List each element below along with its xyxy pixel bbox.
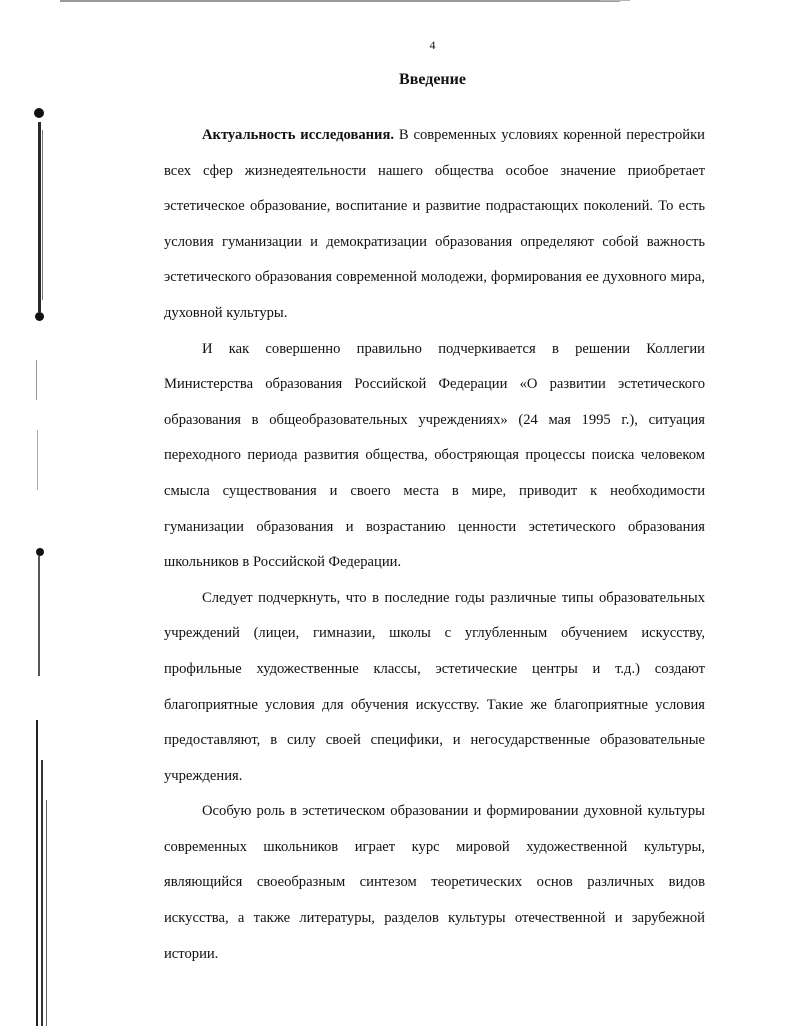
binding-edge-line [36, 360, 37, 400]
paragraph: Особую роль в эстетическом образовании и формировании духовной культуры современных школьников играет курс мировой художественной культуры, являющийся своеобразным синтезом теоретических основ различных видов искусства, а также литературы, разделов культуры отечественной и зарубежной истории. [164, 803, 705, 962]
paragraph: И как совершенно правильно подчеркивается в решении Коллегии Министерства образования Российской Федерации «О развитии эстетического образования в общеобразовательных учреждениях» (24 мая 1995 г.), ситуация переходного периода развития общества, обостряющая процессы поиска человеком смысла существования и своего места в мире, приводит к необходимости гуманизации образования и возрастанию ценности эстетического образования школьников в Российской Федерации. [164, 340, 705, 571]
paragraph-text: В современных условиях коренной перестройки всех сфер жизнедеятельности нашего общества особое значение приобретает эстетическое образование, воспитание и развитие подрастающих поколений. То есть условия гуманизации и демократизации образования определяют собой важность эстетического образования современной молодежи, формирования ее духовного мира, духовной культуры. [164, 127, 705, 321]
binding-edge-line [38, 556, 40, 676]
binding-edge-line [41, 760, 43, 1026]
binding-edge-line [42, 130, 43, 300]
binding-edge-line [37, 430, 38, 490]
scan-top-rule-fragment [600, 0, 630, 1]
body-text [164, 118, 705, 972]
scan-top-rule [60, 0, 620, 2]
binding-hole-mark [36, 548, 44, 556]
binding-hole-mark [34, 108, 44, 118]
scan-binding-edge [0, 0, 60, 1026]
binding-edge-line [36, 720, 38, 1026]
binding-edge-line [38, 122, 41, 312]
binding-hole-mark [35, 312, 44, 321]
paragraph-lead: Актуальность исследования. [202, 127, 394, 143]
paragraph: Следует подчеркнуть, что в последние годы различные типы образовательных учреждений (лицеи, гимназии, школы с углубленным обучением искусству, профильные художественные классы, эстетические центры и т.д.) создают благоприятные условия для обучения искусству. Такие же благоприятные условия предоставляют, в силу своей специфики, и негосударственные образовательные учреждения. [164, 589, 705, 784]
section-heading: Введение [399, 71, 466, 88]
page-number: 4 [429, 38, 436, 52]
paragraph [164, 118, 705, 332]
binding-edge-line [46, 800, 47, 1026]
